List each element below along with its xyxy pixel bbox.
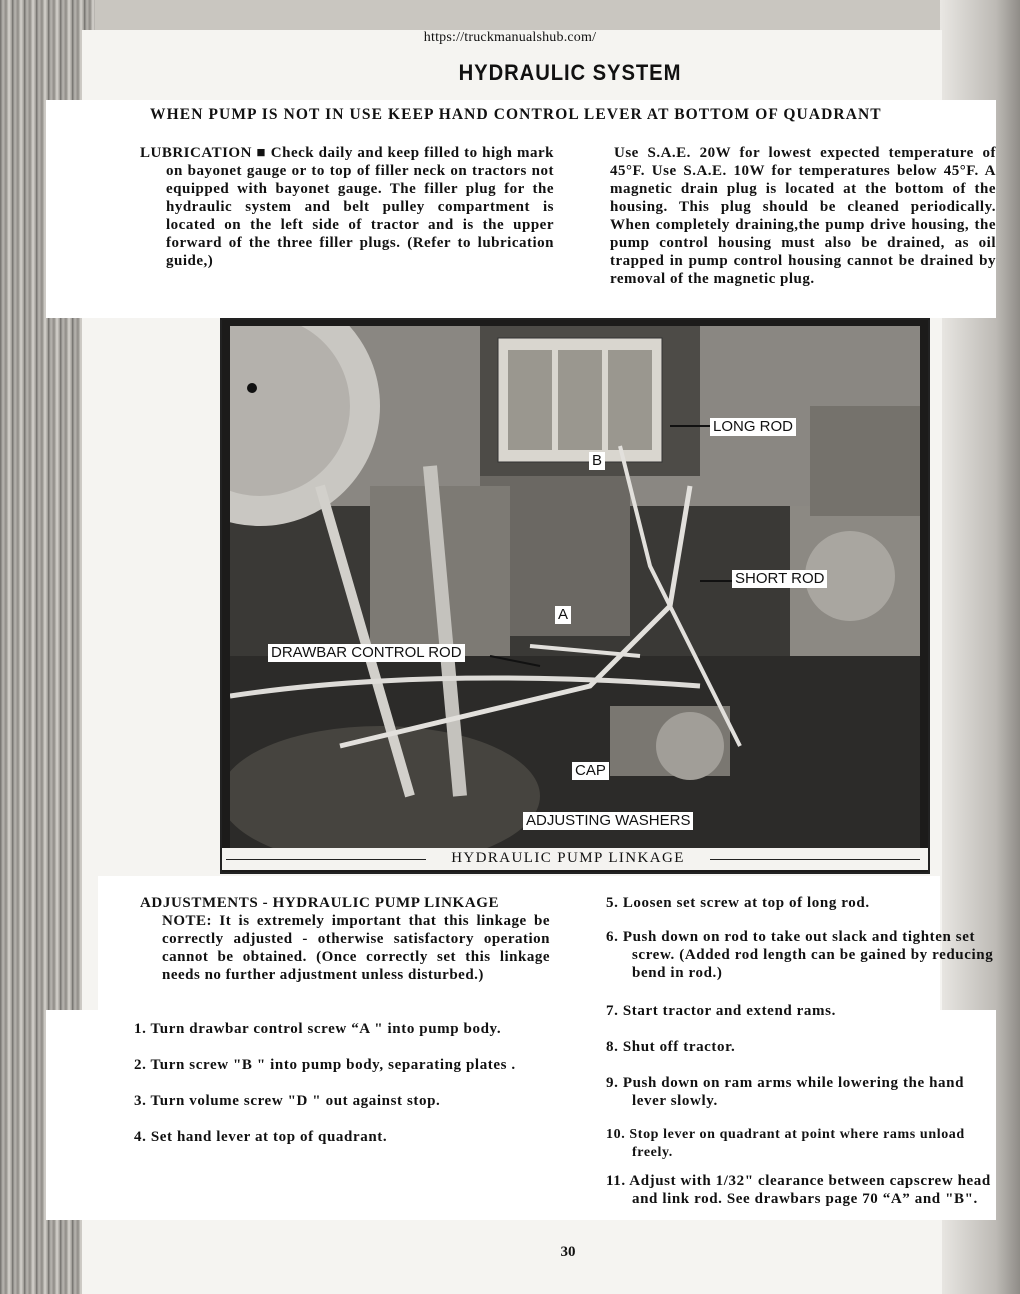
source-url: https://truckmanualshub.com/ bbox=[423, 30, 597, 45]
warning-line: WHEN PUMP IS NOT IN USE KEEP HAND CONTROL LEVER AT BOTTOM OF QUADRANT bbox=[150, 106, 882, 123]
label-drawbar-control-rod: DRAWBAR CONTROL ROD bbox=[268, 644, 465, 662]
list-item: 11. Adjust with 1/32" clearance between capscrew head and link rod. See drawbars page 70 “A” and "B". bbox=[606, 1173, 991, 1207]
hydraulic-pump-linkage-figure bbox=[220, 318, 930, 874]
list-item: 8. Shut off tractor. bbox=[606, 1039, 736, 1055]
list-item: 5. Loosen set screw at top of long rod. bbox=[606, 895, 870, 911]
figure-caption: HYDRAULIC PUMP LINKAGE bbox=[451, 850, 685, 866]
page-title: HYDRAULIC SYSTEM bbox=[458, 60, 682, 85]
list-item: 7. Start tractor and extend rams. bbox=[606, 1003, 836, 1019]
steps-left-list bbox=[134, 1020, 546, 1146]
label-b: B bbox=[589, 452, 605, 470]
list-item: 2. Turn screw "B " into pump body, separating plates . bbox=[134, 1057, 516, 1073]
list-item: 6. Push down on rod to take out slack and tighten set screw. (Added rod length can be gained by reducing bend in rod.) bbox=[606, 929, 994, 981]
figure-caption-bar bbox=[222, 848, 928, 870]
list-item: 3. Turn volume screw "D " out against stop. bbox=[134, 1093, 441, 1109]
label-a: A bbox=[555, 606, 571, 624]
label-adjusting-washers: ADJUSTING WASHERS bbox=[523, 812, 693, 830]
adjustments-note: NOTE: It is extremely important that this linkage be correctly adjusted - otherwise satisfactory operation cannot be obtained. (Once correctly set this linkage needs no further adjustment unless disturbed.) bbox=[162, 913, 550, 983]
steps-right-list bbox=[606, 894, 994, 1208]
oil-section bbox=[610, 144, 996, 288]
caption-rule-right bbox=[710, 859, 920, 860]
label-long-rod: LONG ROD bbox=[710, 418, 796, 436]
lubrication-heading: LUBRICATION bbox=[140, 145, 252, 161]
caption-rule-left bbox=[226, 859, 426, 860]
adjustments-heading: ADJUSTMENTS - HYDRAULIC PUMP LINKAGE bbox=[140, 895, 500, 911]
label-cap: CAP bbox=[572, 762, 609, 780]
list-item: 9. Push down on ram arms while lowering the hand lever slowly. bbox=[606, 1075, 965, 1109]
page-number: 30 bbox=[560, 1244, 576, 1260]
list-item: 10. Stop lever on quadrant at point where rams unload freely. bbox=[606, 1127, 965, 1160]
label-short-rod: SHORT ROD bbox=[732, 570, 827, 588]
oil-text: Use S.A.E. 20W for lowest expected temperature of 45°F. Use S.A.E. 10W for temperatures below 45°F. A magnetic drain plug is located at the bottom of the housing. This plug should be cleaned periodically. When completely draining,the pump drive housing, the pump control housing must also be drained, as oil trapped in pump control housing cannot be drained by removal of the magnetic plug. bbox=[610, 145, 996, 287]
lubrication-text: Check daily and keep filled to high mark on bayonet gauge or to top of filler neck on tractors not equipped with bayonet gauge. The filler plug for the hydraulic system and belt pulley compartment is located on the left side of tractor and is the upper forward of the three filler plugs. (Refer to lubrication guide,) bbox=[166, 145, 554, 269]
adjustments-section bbox=[140, 894, 550, 984]
list-item: 1. Turn drawbar control screw “A " into pump body. bbox=[134, 1021, 502, 1037]
lubrication-section: LUBRICATION ■ Check daily and keep filled to high mark on bayonet gauge or to top of filler neck on tractors not equipped with bayonet gauge. The filler plug for the hydraulic system and belt pulley compartment is located on the left side of tractor and is the upper forward of the three filler plugs. (Refer to lubrication guide,) bbox=[140, 145, 554, 269]
list-item: 4. Set hand lever at top of quadrant. bbox=[134, 1129, 388, 1145]
